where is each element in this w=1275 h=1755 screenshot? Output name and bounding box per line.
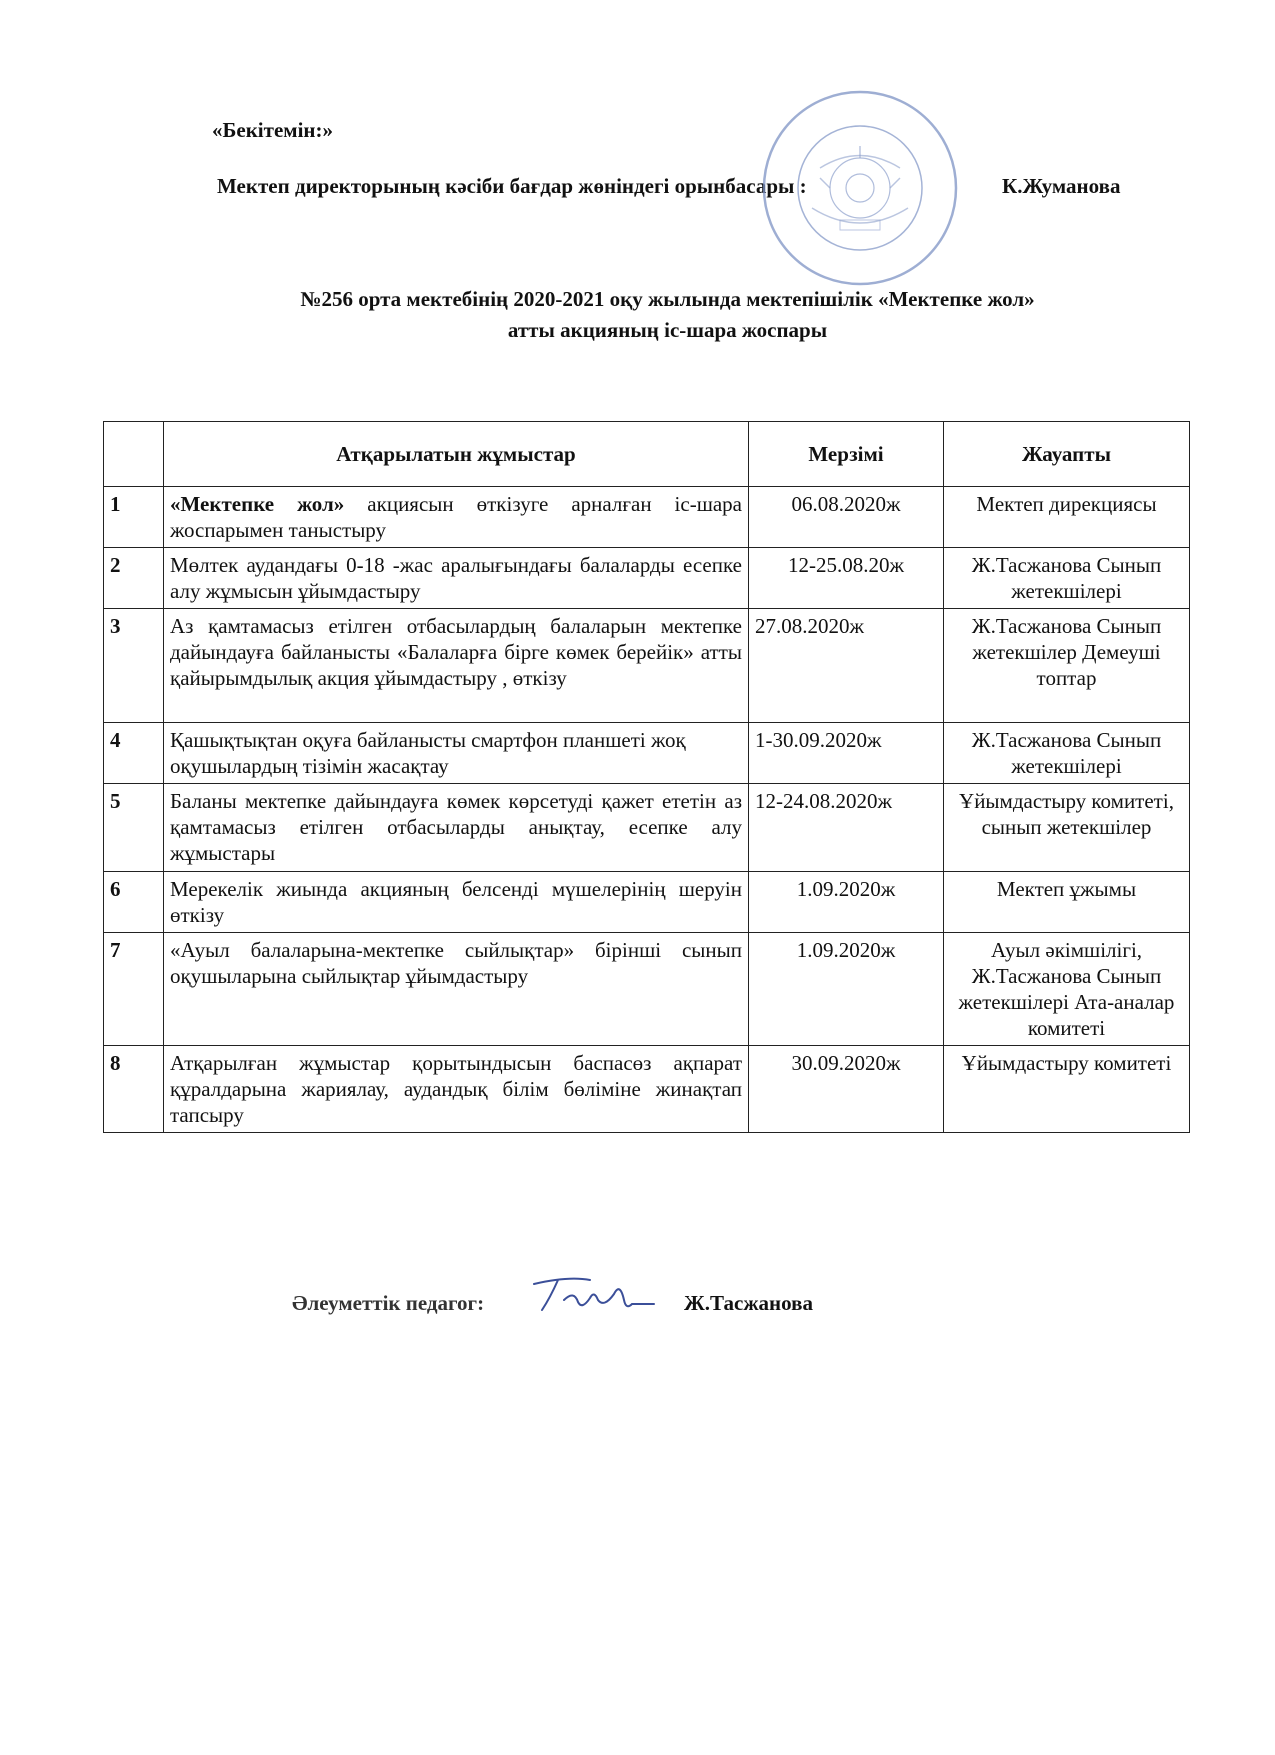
row-responsible: Ұйымдастыру комитеті, сынып жетекшілер [944,784,1190,872]
signatory-name: Ж.Тасжанова [684,1291,813,1315]
row-term: 1.09.2020ж [749,933,944,1046]
row-task: Атқарылған жұмыстар қорытындысын баспасөз ақпарат құралдарына жариялау, аудандық білім бөліміне жинақтап тапсыру [164,1046,749,1133]
column-header-number [104,422,164,487]
row-task: Аз қамтамасыз етілген отбасылардың балаларын мектепке дайындауға байланысты «Балаларға бірге көмек берейік» атты қайырымдылық акция ұйымдастыру , өткізу [164,609,749,723]
row-task-bold: «Мектепке жол» [170,492,345,516]
row-task [164,487,749,548]
row-task-text: акциясын өткізуге арналған іс-шара жоспарымен таныстыру [170,492,743,542]
table-row [104,723,1190,784]
row-number: 3 [104,609,164,723]
row-term: 30.09.2020ж [749,1046,944,1133]
document-title-line-2: атты акцияның іс-шара жоспары [507,318,828,342]
column-header-responsible: Жауапты [944,422,1190,487]
row-responsible: Ауыл әкімшілігі, Ж.Тасжанова Сынып жетекшілері Ата-аналар комитеті [944,933,1190,1046]
handwritten-signature-icon [528,1270,658,1320]
table-row [104,487,1190,548]
row-term: 12-24.08.2020ж [749,784,944,872]
row-term: 06.08.2020ж [749,487,944,548]
row-number: 5 [104,784,164,872]
row-responsible: Ж.Тасжанова Сынып жетекшілері [944,548,1190,609]
row-task: «Ауыл балаларына-мектепке сыйлықтар» бірінші сынып оқушыларына сыйлықтар ұйымдастыру [164,933,749,1046]
row-responsible: Ж.Тасжанова Сынып жетекшілер Демеуші топтар [944,609,1190,723]
row-term: 1-30.09.2020ж [749,723,944,784]
row-term: 1.09.2020ж [749,872,944,933]
row-number: 2 [104,548,164,609]
row-task: Қашықтықтан оқуға байланысты смартфон планшеті жоқ оқушылардың тізімін жасақтау [164,723,749,784]
row-responsible: Ұйымдастыру комитеті [944,1046,1190,1133]
row-responsible: Мектеп ұжымы [944,872,1190,933]
table-header-row [104,422,1190,487]
row-responsible: Ж.Тасжанова Сынып жетекшілері [944,723,1190,784]
row-number: 7 [104,933,164,1046]
row-number: 6 [104,872,164,933]
row-term: 12-25.08.20ж [749,548,944,609]
deputy-position: Мектеп директорының кәсіби бағдар жөніндегі орынбасары : [217,174,807,198]
table-row [104,872,1190,933]
document-title-line-1: №256 орта мектебінің 2020-2021 оқу жылында мектепішілік «Мектепке жол» [300,287,1035,311]
signatory-position: Әлеуметтік педагог: [292,1291,485,1315]
column-header-term: Мерзімі [749,422,944,487]
table-row [104,609,1190,723]
row-task: Мөлтек аудандағы 0-18 -жас аралығындағы балаларды есепке алу жұмысын ұйымдастыру [164,548,749,609]
row-term: 27.08.2020ж [749,609,944,723]
table-row [104,784,1190,872]
table-row [104,933,1190,1046]
row-task: Мерекелік жиында акцияның белсенді мүшелерінің шеруін өткізу [164,872,749,933]
deputy-name: К.Жуманова [1002,174,1121,198]
row-number: 4 [104,723,164,784]
official-stamp-icon [760,88,960,288]
row-number: 8 [104,1046,164,1133]
approval-heading: «Бекітемін:» [212,118,334,142]
table-row [104,548,1190,609]
table-row [104,1046,1190,1133]
column-header-tasks: Атқарылатын жұмыстар [164,422,749,487]
row-responsible: Мектеп дирекциясы [944,487,1190,548]
plan-table [103,421,1190,1133]
row-number: 1 [104,487,164,548]
row-task: Баланы мектепке дайындауға көмек көрсетуді қажет ететін аз қамтамасыз етілген отбасыларды анықтау, есепке алу жұмыстары [164,784,749,872]
